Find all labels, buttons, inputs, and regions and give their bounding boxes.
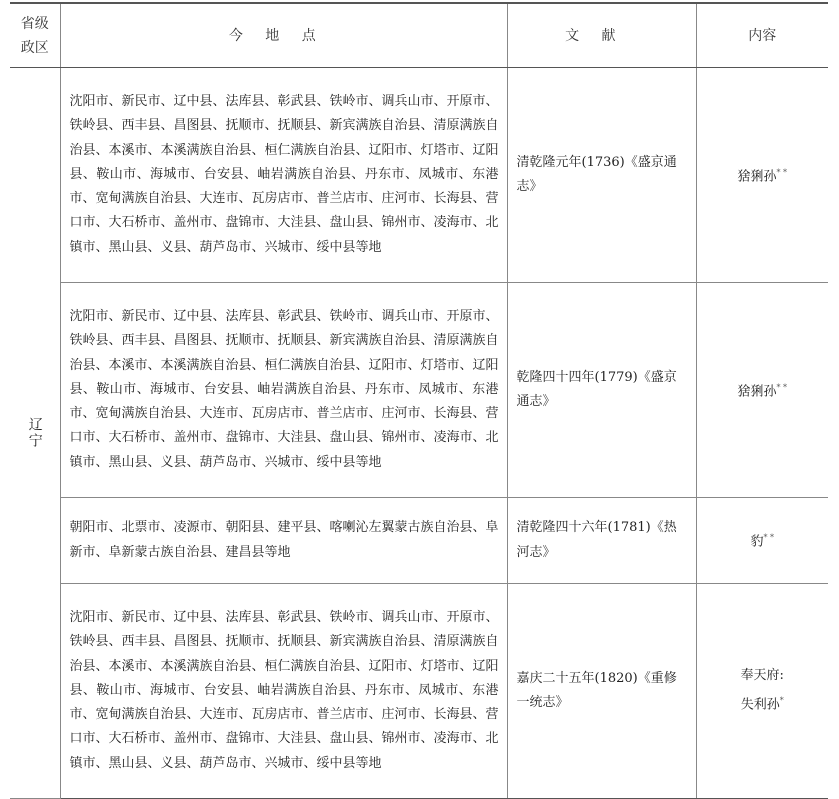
data-table-container	[10, 2, 828, 799]
header-content: 内容	[696, 3, 828, 68]
location-cell: 沈阳市、新民市、辽中县、法库县、彰武县、铁岭市、调兵山市、开原市、铁岭县、西丰县、昌图县、抚顺市、抚顺县、新宾满族自治县、清原满族自治县、本溪市、本溪满族自治县、桓仁满族自治县、辽阳市、灯塔市、辽阳县、鞍山市、海城市、台安县、岫岩满族自治县、丹东市、凤城市、东港市、宽甸满族自治县、大连市、瓦房店市、普兰店市、庄河市、长海县、营口市、大石桥市、盖州市、盘锦市、大洼县、盘山县、锦州市、凌海市、北镇市、黑山县、义县、葫芦岛市、兴城市、绥中县等地	[60, 283, 507, 498]
header-literature: 文献	[507, 3, 696, 68]
content-cell: 奉天府: 失利孙*	[696, 584, 828, 799]
header-location: 今地点	[60, 3, 507, 68]
literature-cell: 清乾隆四十六年(1781)《热河志》	[507, 498, 696, 584]
annotation-mark: *	[779, 695, 784, 705]
literature-cell: 乾隆四十四年(1779)《盛京通志》	[507, 283, 696, 498]
content-cell: 猞猁孙* *	[696, 283, 828, 498]
annotation-mark: * *	[776, 382, 788, 392]
content-cell: 猞猁孙* *	[696, 68, 828, 283]
table-header-row	[10, 3, 828, 68]
province-cell: 辽宁	[10, 68, 60, 799]
literature-cell: 嘉庆二十五年(1820)《重修一统志》	[507, 584, 696, 799]
location-cell: 朝阳市、北票市、凌源市、朝阳县、建平县、喀喇沁左翼蒙古族自治县、阜新市、阜新蒙古族自治县、建昌县等地	[60, 498, 507, 584]
literature-cell: 清乾隆元年(1736)《盛京通志》	[507, 68, 696, 283]
location-cell: 沈阳市、新民市、辽中县、法库县、彰武县、铁岭市、调兵山市、开原市、铁岭县、西丰县、昌图县、抚顺市、抚顺县、新宾满族自治县、清原满族自治县、本溪市、本溪满族自治县、桓仁满族自治县、辽阳市、灯塔市、辽阳县、鞍山市、海城市、台安县、岫岩满族自治县、丹东市、凤城市、东港市、宽甸满族自治县、大连市、瓦房店市、普兰店市、庄河市、长海县、营口市、大石桥市、盖州市、盘锦市、大洼县、盘山县、锦州市、凌海市、北镇市、黑山县、义县、葫芦岛市、兴城市、绥中县等地	[60, 68, 507, 283]
table-row	[10, 68, 828, 283]
table-row	[10, 498, 828, 584]
header-province: 省级政区	[10, 3, 60, 68]
table-row	[10, 283, 828, 498]
historical-records-table	[10, 2, 828, 799]
annotation-mark: * *	[763, 533, 775, 543]
table-row	[10, 584, 828, 799]
content-cell: 豹* *	[696, 498, 828, 584]
annotation-mark: * *	[776, 167, 788, 177]
location-cell: 沈阳市、新民市、辽中县、法库县、彰武县、铁岭市、调兵山市、开原市、铁岭县、西丰县、昌图县、抚顺市、抚顺县、新宾满族自治县、清原满族自治县、本溪市、本溪满族自治县、桓仁满族自治县、辽阳市、灯塔市、辽阳县、鞍山市、海城市、台安县、岫岩满族自治县、丹东市、凤城市、东港市、宽甸满族自治县、大连市、瓦房店市、普兰店市、庄河市、长海县、营口市、大石桥市、盖州市、盘锦市、大洼县、盘山县、锦州市、凌海市、北镇市、黑山县、义县、葫芦岛市、兴城市、绥中县等地	[60, 584, 507, 799]
